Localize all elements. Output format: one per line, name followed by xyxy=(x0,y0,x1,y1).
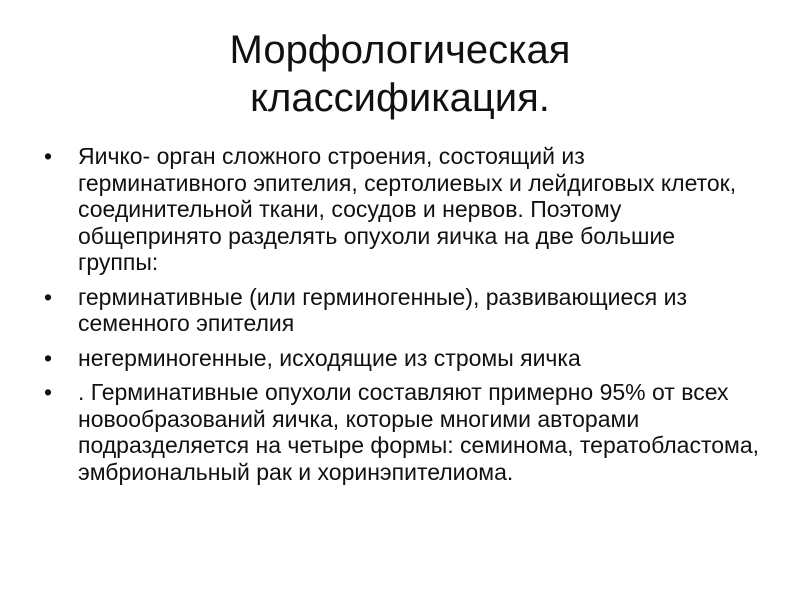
slide-title-line-2: классификация. xyxy=(250,76,550,120)
bullet-list xyxy=(40,143,760,493)
bullet-item-germinative xyxy=(40,284,760,337)
bullet-item-forms xyxy=(40,379,760,485)
bullet-item-structure xyxy=(40,143,760,276)
bullet-item-nongerminogenic xyxy=(40,345,760,372)
slide-title-line-1: Морфологическая xyxy=(229,28,571,72)
bullet-icon: • xyxy=(44,143,53,169)
slide-title xyxy=(0,26,800,122)
bullet-text: . Герминативные опухоли составляют примерно 95% от всех новообразований яичка, которые многими авторами подразделяется на четыре формы: семинома, тератобластома, эмбриональный рак и хоринэпителиома. xyxy=(78,379,760,485)
bullet-text: негерминогенные, исходящие из стромы яичка xyxy=(78,344,581,371)
bullet-icon: • xyxy=(44,283,53,310)
bullet-icon: • xyxy=(44,379,53,405)
bullet-text: Яичко- орган сложного строения, состоящий из герминативного эпителия, сертолиевых и лейдиговых клеток, соединительной ткани, сосудов и нервов. Поэтому общепринято разделять опухоли яичка на две большие группы: xyxy=(78,143,737,275)
bullet-icon: • xyxy=(44,344,53,371)
bullet-text: герминативные (или герминогенные), развивающиеся из семенного эпителия xyxy=(78,283,687,336)
